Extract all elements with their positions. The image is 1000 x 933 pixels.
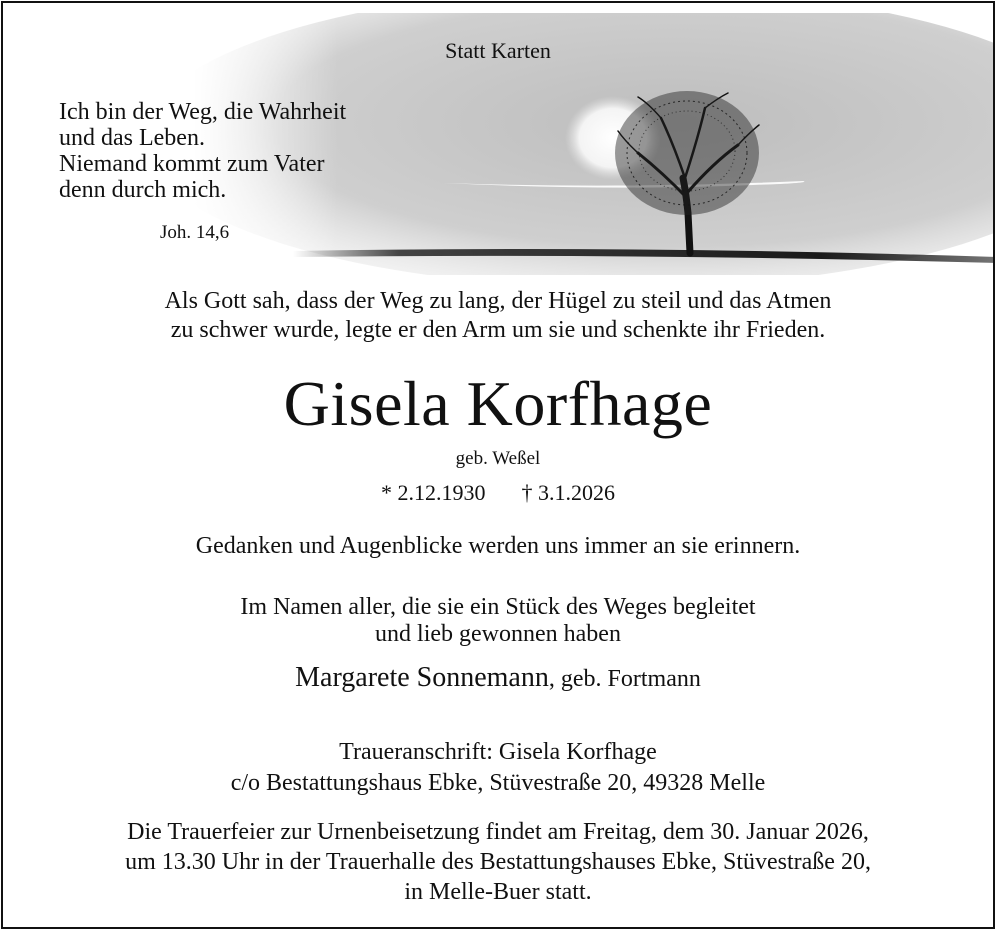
- mourners-line: Im Namen aller, die sie ein Stück des Weges begleitet: [240, 594, 756, 620]
- statt-karten-heading: Statt Karten: [445, 38, 551, 63]
- verse-reference: Joh. 14,6: [160, 222, 230, 243]
- maiden-name: geb. Weßel: [455, 448, 541, 469]
- verse-line: Ich bin der Weg, die Wahrheit: [59, 99, 347, 125]
- verse-line: und das Leben.: [59, 125, 205, 151]
- mourner-name: Margarete Sonnemann: [295, 662, 549, 693]
- life-dates: [3, 480, 993, 506]
- death-date: † 3.1.2026: [521, 480, 615, 505]
- mourner-signature: [3, 662, 993, 694]
- deceased-name: Gisela Korfhage: [283, 368, 713, 439]
- verse-line: Niemand kommt zum Vater: [59, 151, 325, 177]
- address-line: c/o Bestattungshaus Ebke, Stüvestraße 20, 49328 Melle: [230, 770, 766, 796]
- mourners-line: und lieb gewonnen haben: [375, 621, 621, 647]
- intro-line: zu schwer wurde, legte er den Arm um sie und schenkte ihr Frieden.: [170, 317, 826, 343]
- ceremony-line: Die Trauerfeier zur Urnenbeisetzung findet am Freitag, dem 30. Januar 2026,: [127, 819, 869, 845]
- verse-line: denn durch mich.: [59, 177, 227, 203]
- remembrance-line: Gedanken und Augenblicke werden uns immer an sie erinnern.: [195, 533, 801, 559]
- mourner-maiden: , geb. Fortmann: [548, 666, 701, 692]
- obituary-frame: [1, 1, 995, 929]
- intro-line: Als Gott sah, dass der Weg zu lang, der Hügel zu steil und das Atmen: [164, 288, 832, 314]
- ceremony-line: in Melle-Buer statt.: [404, 879, 592, 905]
- ceremony-line: um 13.30 Uhr in der Trauerhalle des Bestattungshauses Ebke, Stüvestraße 20,: [125, 849, 871, 875]
- birth-date: * 2.12.1930: [381, 480, 486, 505]
- address-line: Traueranschrift: Gisela Korfhage: [339, 739, 657, 765]
